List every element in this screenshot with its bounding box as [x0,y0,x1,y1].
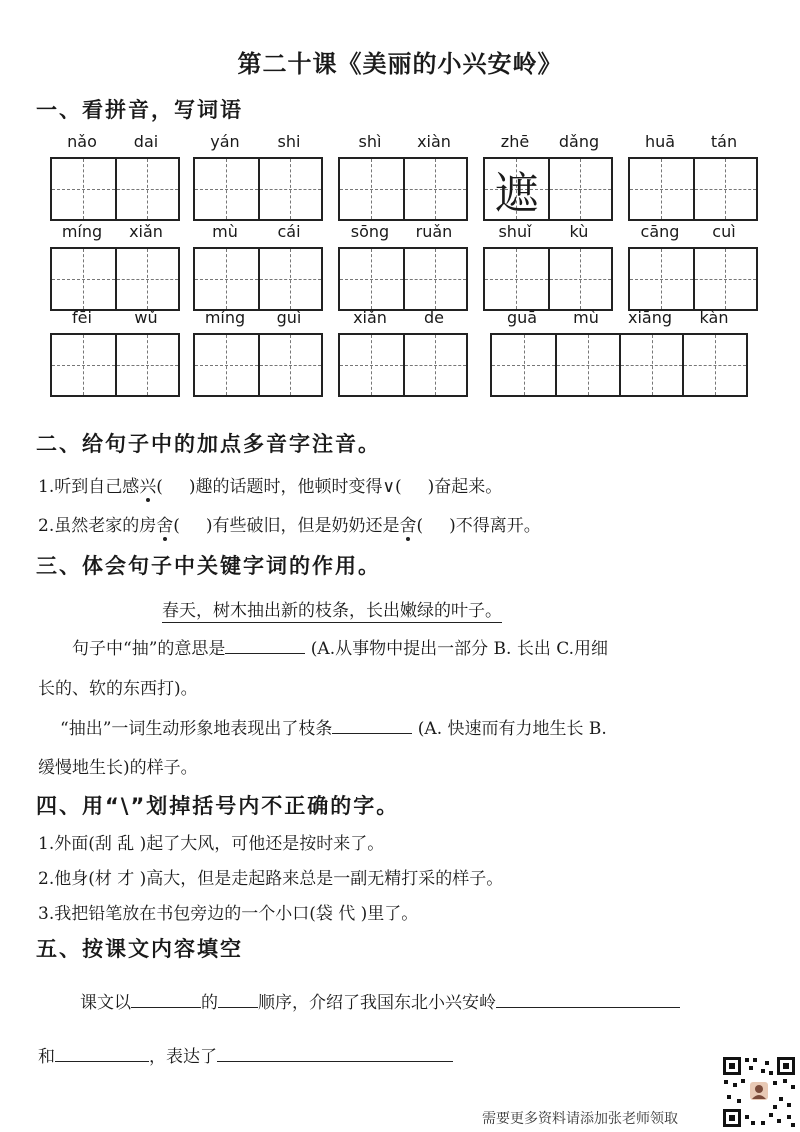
s3-q2-text-a: “抽出”一词生动形象地表现出了枝条 [60,719,333,739]
s2-q2-text-b: ( [173,516,180,536]
pinyin-label: tán [710,132,738,151]
s4-item-2: 2.他身(材 才 )高大，但是走起路来总是一副无精打采的样子。 [38,869,504,889]
s3-q2-line1 [60,714,607,739]
s3-q2-line2: 缓慢地生长)的样子。 [38,758,198,778]
writing-grid [628,157,758,221]
pinyin-label: cái [277,222,301,241]
s2-q1-text-c: )趣的话题时，他顿时变得∨( [188,477,402,497]
writing-cell[interactable] [52,249,115,309]
writing-grid [193,247,323,311]
writing-cell[interactable] [630,249,693,309]
writing-grid [193,333,323,397]
writing-cell[interactable] [403,159,466,219]
writing-grid [483,247,613,311]
s5-text-b: 的 [201,993,218,1013]
writing-cell[interactable] [195,335,258,395]
pinyin-label: fēi [72,308,92,327]
pinyin-label: xiǎn [353,308,387,327]
writing-cell[interactable] [693,249,756,309]
s5-text-d: 和 [38,1047,55,1067]
pinyin-label: yán [210,132,240,151]
writing-cell[interactable] [619,335,683,395]
writing-cell[interactable] [340,249,403,309]
answer-blank[interactable] [55,1061,149,1062]
writing-grid [483,157,613,221]
pinyin-label: huā [644,132,676,151]
pinyin-label: xiǎn [129,222,163,241]
writing-cell[interactable] [258,159,321,219]
s2-q2-text-c: )有些破旧，但是奶奶还是 [205,516,400,536]
answer-blank[interactable] [131,1007,201,1008]
writing-cell[interactable] [485,249,548,309]
writing-cell[interactable] [195,249,258,309]
footer-note: 需要更多资料请添加张老师领取 [482,1111,678,1127]
dotted-char: 兴 [139,472,156,497]
s5-text-e: ，表达了 [149,1047,217,1067]
s2-q2-text-d: ( [416,516,424,536]
writing-grid [50,333,180,397]
writing-cell[interactable] [555,335,619,395]
pinyin-label: míng [61,222,103,241]
section1-heading: 一、看拼音，写词语 [36,98,243,122]
s2-question-2 [38,511,541,536]
writing-cell[interactable] [258,249,321,309]
writing-cell[interactable] [693,159,756,219]
writing-grid [338,247,468,311]
s5-text-a: 课文以 [80,993,131,1013]
pinyin-label: sōng [350,222,390,241]
pinyin-label: ruǎn [415,222,453,241]
pinyin-label: de [424,308,444,327]
s2-q1-text-b: ( [156,477,163,497]
pinyin-label: dai [133,132,159,151]
s2-q2-text-a: 2.虽然老家的房 [38,516,157,536]
answer-blank[interactable] [225,653,305,654]
page-title: 第二十课《美丽的小兴安岭》 [237,50,563,78]
writing-grid [50,157,180,221]
pinyin-label: xiāng [627,308,672,327]
answer-blank[interactable] [332,733,412,734]
pinyin-label: zhē [500,132,530,151]
writing-cell[interactable] [115,249,178,309]
writing-cell[interactable] [340,159,403,219]
s5-line-1 [80,988,680,1013]
writing-cell[interactable] [52,159,115,219]
pinyin-label: kù [569,222,589,241]
pinyin-label: cuì [712,222,736,241]
writing-grid [628,247,758,311]
writing-cell[interactable] [492,335,555,395]
s4-item-1: 1.外面(刮 乱 )起了大风，可他还是按时来了。 [38,834,385,854]
s5-line-2 [38,1042,453,1067]
writing-grid [193,157,323,221]
writing-cell[interactable] [630,159,693,219]
dotted-char: 舍 [400,511,417,536]
writing-cell[interactable] [403,249,466,309]
qr-code-icon [721,1055,797,1129]
pinyin-label: xiàn [417,132,451,151]
pinyin-label: kàn [699,308,729,327]
section4-heading: 四、用“\”划掉括号内不正确的字。 [36,794,400,818]
writing-cell[interactable] [548,249,611,309]
s3-q1-line2: 长的、软的东西打)。 [38,679,198,699]
pinyin-label: guì [276,308,302,327]
s3-sentence [162,596,502,621]
answer-blank[interactable] [217,1061,453,1062]
pinyin-label: dǎng [558,132,600,151]
writing-grid [338,333,468,397]
writing-grid [338,157,468,221]
writing-grid [490,333,748,397]
writing-cell[interactable] [115,159,178,219]
writing-cell[interactable] [258,335,321,395]
s2-q2-text-e: )不得离开。 [449,516,541,536]
s4-item-3: 3.我把铅笔放在书包旁边的一个小口(袋 代 )里了。 [38,904,419,924]
writing-cell[interactable] [682,335,746,395]
s2-question-1 [38,472,502,497]
s3-q1-text-b: (A.从事物中提出一部分 B. 长出 C.用细 [310,639,609,659]
writing-cell[interactable] [548,159,611,219]
pinyin-label: guā [506,308,538,327]
dotted-char: 舍 [156,511,173,536]
pinyin-label: cāng [640,222,680,241]
prefilled-char: 遮 [494,168,539,219]
pinyin-label: shuǐ [498,222,532,241]
writing-cell[interactable] [115,335,178,395]
s5-text-c: 顺序，介绍了我国东北小兴安岭 [258,993,496,1013]
answer-blank[interactable] [496,1007,680,1008]
answer-blank[interactable] [218,1007,258,1008]
writing-cell[interactable] [485,159,548,219]
section3-heading: 三、体会句子中关键字词的作用。 [36,554,381,578]
pinyin-label: nǎo [67,132,97,151]
section5-heading: 五、按课文内容填空 [36,937,243,961]
s3-q1-line1 [72,634,608,659]
pinyin-label: mù [573,308,599,327]
s3-sentence-text: 春天，树木抽出新的枝条，长出嫩绿的叶子。 [162,601,502,621]
s2-q1-text-a: 1.听到自己感 [38,477,140,497]
writing-cell[interactable] [195,159,258,219]
pinyin-label: míng [204,308,246,327]
pinyin-label: mù [212,222,238,241]
pinyin-label: wǔ [134,308,158,327]
writing-cell[interactable] [403,335,466,395]
section2-heading: 二、给句子中的加点多音字注音。 [36,432,381,456]
s2-q1-text-d: )奋起来。 [427,477,503,497]
pinyin-label: shi [277,132,301,151]
writing-cell[interactable] [52,335,115,395]
s3-q1-text-a: 句子中“抽”的意思是 [72,639,226,659]
writing-cell[interactable] [340,335,403,395]
pinyin-label: shì [358,132,382,151]
s3-q2-text-b: (A. 快速而有力地生长 B. [417,719,607,739]
writing-grid [50,247,180,311]
